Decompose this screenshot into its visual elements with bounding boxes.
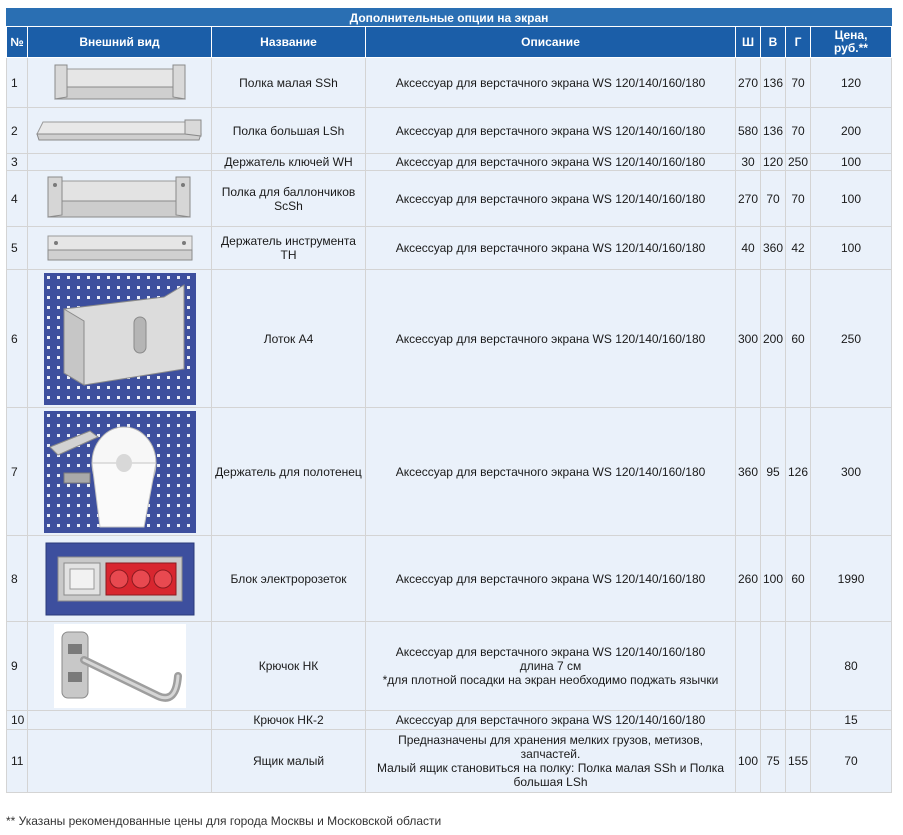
row-image-cell: [28, 536, 212, 622]
row-image-cell: [28, 58, 212, 108]
row-w: 30: [736, 154, 761, 171]
row-w: [736, 711, 761, 730]
row-w: 270: [736, 58, 761, 108]
row-w: 40: [736, 227, 761, 270]
row-price: 200: [811, 108, 892, 154]
row-w: [736, 622, 761, 711]
row-name: Полка для баллончиков ScSh: [212, 171, 366, 227]
header-price-line1: Цена,: [834, 28, 868, 42]
row-num: 6: [7, 270, 28, 408]
row-name: Крючок НК-2: [212, 711, 366, 730]
row-w: 360: [736, 408, 761, 536]
row-image-cell: [28, 108, 212, 154]
header-num: №: [7, 27, 28, 58]
row-w: 300: [736, 270, 761, 408]
row-h: 100: [761, 536, 786, 622]
row-d: 70: [786, 171, 811, 227]
table-row: [7, 227, 892, 270]
row-desc: Аксессуар для верстачного экрана WS 120/140/160/180: [366, 108, 736, 154]
row-price: 80: [811, 622, 892, 711]
row-price: 1990: [811, 536, 892, 622]
tool-holder-image: [44, 230, 196, 266]
towel-holder-image: [44, 411, 196, 533]
row-d: 70: [786, 58, 811, 108]
row-desc: Аксессуар для верстачного экрана WS 120/140/160/180: [366, 270, 736, 408]
table-row: [7, 408, 892, 536]
options-table: [6, 8, 892, 793]
row-price: 100: [811, 171, 892, 227]
header-look: Внешний вид: [28, 27, 212, 58]
a4-tray-image: [44, 273, 196, 405]
row-price: 120: [811, 58, 892, 108]
table-row: [7, 622, 892, 711]
row-name: Ящик малый: [212, 730, 366, 793]
row-h: 136: [761, 108, 786, 154]
header-price-line2: руб.**: [834, 41, 868, 55]
row-h: [761, 711, 786, 730]
row-d: 126: [786, 408, 811, 536]
row-price: 15: [811, 711, 892, 730]
row-image-cell: [28, 171, 212, 227]
row-w: 580: [736, 108, 761, 154]
row-d: 60: [786, 270, 811, 408]
row-desc-line1: Предназначены для хранения мелких грузов, метизов, запчастей.: [398, 733, 703, 761]
row-price: 300: [811, 408, 892, 536]
row-num: 5: [7, 227, 28, 270]
table-row: [7, 171, 892, 227]
row-num: 4: [7, 171, 28, 227]
row-num: 11: [7, 730, 28, 793]
row-h: 95: [761, 408, 786, 536]
row-num: 8: [7, 536, 28, 622]
table-row: [7, 58, 892, 108]
header-height: В: [761, 27, 786, 58]
row-desc-line3: *для плотной посадки на экран необходимо поджать язычки: [382, 673, 719, 687]
row-desc: Аксессуар для верстачного экрана WS 120/140/160/180: [366, 154, 736, 171]
row-d: 60: [786, 536, 811, 622]
header-name: Название: [212, 27, 366, 58]
row-desc-line2: длина 7 см: [519, 659, 582, 673]
row-num: 10: [7, 711, 28, 730]
table-row: [7, 270, 892, 408]
small-shelf-image: [45, 61, 195, 105]
row-price: 250: [811, 270, 892, 408]
row-desc-line1: Аксессуар для верстачного экрана WS 120/140/160/180: [395, 645, 706, 659]
row-h: 70: [761, 171, 786, 227]
row-h: [761, 622, 786, 711]
hook-image: [54, 624, 186, 708]
row-d: 42: [786, 227, 811, 270]
row-image-cell: [28, 730, 212, 793]
row-desc: Аксессуар для верстачного экрана WS 120/140/160/180: [366, 58, 736, 108]
row-d: 250: [786, 154, 811, 171]
row-name: Полка малая SSh: [212, 58, 366, 108]
footnote: ** Указаны рекомендованные цены для города Москвы и Московской области: [6, 814, 442, 828]
row-price: 100: [811, 227, 892, 270]
header-depth: Г: [786, 27, 811, 58]
row-h: 75: [761, 730, 786, 793]
row-name: Лоток А4: [212, 270, 366, 408]
row-w: 100: [736, 730, 761, 793]
row-h: 200: [761, 270, 786, 408]
row-name: Держатель ключей WH: [212, 154, 366, 171]
row-num: 2: [7, 108, 28, 154]
row-num: 1: [7, 58, 28, 108]
row-w: 260: [736, 536, 761, 622]
row-num: 3: [7, 154, 28, 171]
row-image-cell: [28, 711, 212, 730]
table-header-row: [7, 27, 892, 58]
options-table-wrapper: [6, 8, 891, 793]
row-price: 100: [811, 154, 892, 171]
row-desc-line2: Малый ящик становиться на полку: Полка малая SSh и Полка большая LSh: [377, 761, 724, 789]
row-h: 120: [761, 154, 786, 171]
header-width: Ш: [736, 27, 761, 58]
row-image-cell: [28, 227, 212, 270]
header-price: [811, 27, 892, 58]
row-name: Держатель для полотенец: [212, 408, 366, 536]
row-h: 136: [761, 58, 786, 108]
row-desc: Аксессуар для верстачного экрана WS 120/140/160/180: [366, 227, 736, 270]
row-name: Блок электророзеток: [212, 536, 366, 622]
row-image-cell: [28, 154, 212, 171]
table-title-row: [7, 9, 892, 27]
table-row: [7, 108, 892, 154]
row-name: Держатель инструмента TH: [212, 227, 366, 270]
row-d: 155: [786, 730, 811, 793]
large-shelf-image: [35, 118, 205, 144]
table-row: [7, 154, 892, 171]
row-desc: Аксессуар для верстачного экрана WS 120/140/160/180: [366, 711, 736, 730]
row-image-cell: [28, 270, 212, 408]
row-image-cell: [28, 622, 212, 711]
table-row: [7, 711, 892, 730]
row-d: 70: [786, 108, 811, 154]
row-desc: Аксессуар для верстачного экрана WS 120/140/160/180: [366, 171, 736, 227]
row-name: Крючок НК: [212, 622, 366, 711]
row-num: 9: [7, 622, 28, 711]
row-d: [786, 711, 811, 730]
row-price: 70: [811, 730, 892, 793]
row-desc: [366, 622, 736, 711]
row-d: [786, 622, 811, 711]
socket-block-image: [44, 539, 196, 619]
row-w: 270: [736, 171, 761, 227]
row-name: Полка большая LSh: [212, 108, 366, 154]
row-image-cell: [28, 408, 212, 536]
table-row: [7, 536, 892, 622]
header-desc: Описание: [366, 27, 736, 58]
table-title: Дополнительные опции на экран: [7, 9, 892, 27]
row-h: 360: [761, 227, 786, 270]
spray-can-shelf-image: [44, 175, 196, 223]
row-desc: [366, 730, 736, 793]
row-num: 7: [7, 408, 28, 536]
row-desc: Аксессуар для верстачного экрана WS 120/140/160/180: [366, 408, 736, 536]
row-desc: Аксессуар для верстачного экрана WS 120/140/160/180: [366, 536, 736, 622]
table-row: [7, 730, 892, 793]
